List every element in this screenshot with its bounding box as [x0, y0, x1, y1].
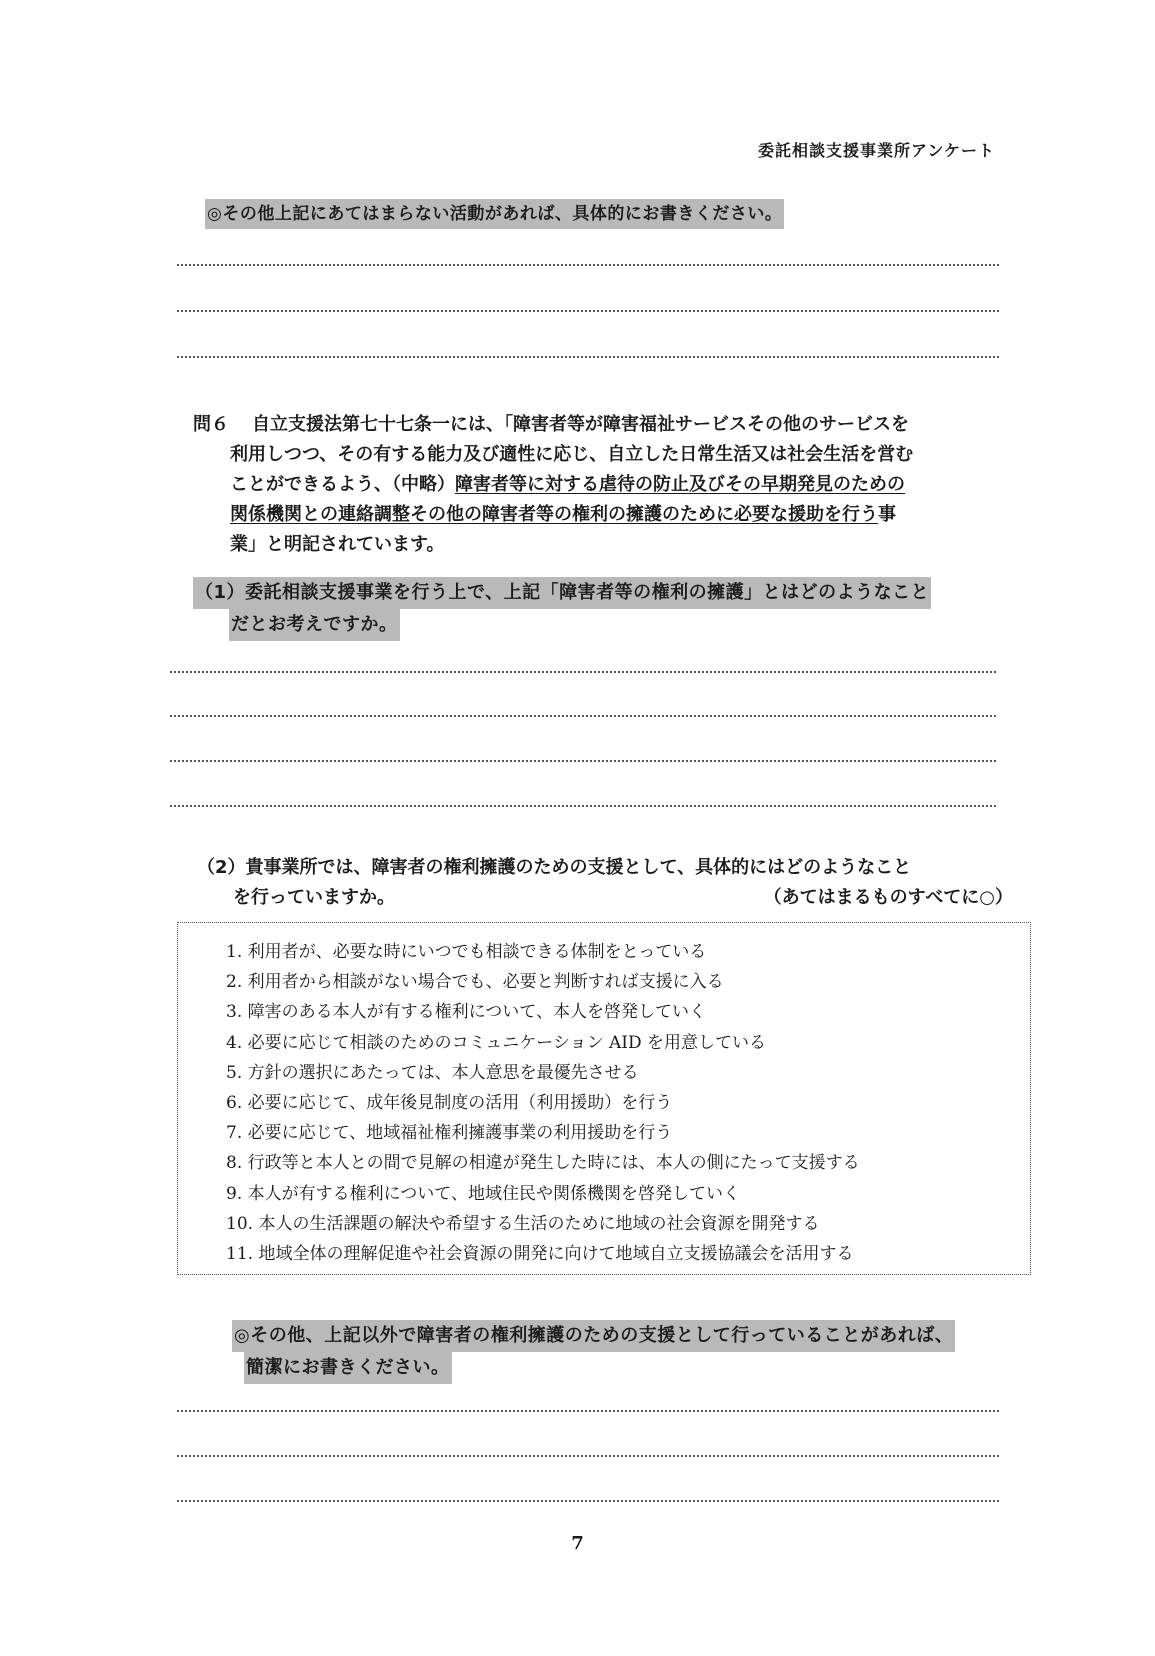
choice-item[interactable]: 9. 本人が有する権利について、地域住民や関係機関を啓発していく [226, 1183, 740, 1204]
question-6-number: 問６ [193, 414, 229, 435]
question-6-underlined-text: 関係機関との連絡調整その他の障害者等の権利の擁護のために必要な援助を行う [230, 504, 878, 525]
answer-line[interactable] [170, 671, 996, 673]
question-6-text-continued [230, 440, 1010, 560]
answer-line[interactable] [177, 1410, 999, 1412]
other-activities-prompt [205, 199, 784, 229]
answer-line[interactable] [177, 1500, 999, 1502]
question-6-2-line-row [197, 883, 1017, 913]
choices-list [178, 923, 1030, 1269]
question-6-line-part: ことができるよう、（中略） [230, 474, 455, 495]
question-6-2-line: を行っていますか。 [233, 887, 395, 908]
answer-line[interactable] [177, 264, 999, 266]
choice-item[interactable]: 8. 行政等と本人との間で見解の相違が発生した時には、本人の側にたって支援する [226, 1153, 860, 1174]
choices-box [177, 922, 1031, 1275]
question-6-line: 自立支援法第七十七条一には、「障害者等が障害福祉サービスその他のサービスを [252, 414, 909, 435]
question-6-line [230, 470, 1010, 500]
question-6-1-prompt [193, 577, 931, 641]
other-activities-prompt-text: ◎その他上記にあてはまらない活動があれば、具体的にお書きください。 [205, 199, 784, 229]
question-6-line [230, 500, 1010, 530]
answer-line[interactable] [170, 760, 996, 762]
question-6-underlined-text: 障害者等に対する虐待の防止及びその早期発見のための [455, 474, 905, 495]
question-6-line: 利用しつつ、その有する能力及び適性に応じ、自立した日常生活又は社会生活を営む [230, 444, 914, 465]
question-6-1-line: （1）委託相談支援事業を行う上で、上記「障害者等の権利の擁護」とはどのようなこと [193, 577, 931, 609]
question-6-1-line: だとお考えですか。 [229, 609, 400, 641]
choice-item[interactable]: 6. 必要に応じて、成年後見制度の活用（利用援助）を行う [226, 1093, 673, 1114]
other-support-line: 簡潔にお書きください。 [244, 1352, 452, 1384]
question-6-line-part: 事 [878, 504, 896, 525]
question-6-2-prompt [197, 853, 1017, 913]
choice-item[interactable]: 11. 地域全体の理解促進や社会資源の開発に向けて地域自立支援協議会を活用する [226, 1244, 854, 1265]
answer-line[interactable] [177, 1455, 999, 1457]
answer-line[interactable] [170, 715, 996, 717]
page-number: 7 [571, 1533, 584, 1554]
document-header-title: 委託相談支援事業所アンケート [757, 141, 995, 160]
choice-item[interactable]: 5. 方針の選択にあたっては、本人意思を最優先させる [226, 1062, 639, 1083]
choice-item[interactable]: 10. 本人の生活課題の解決や希望する生活のために地域の社会資源を開発する [226, 1213, 820, 1234]
question-6-line: 業」と明記されています。 [230, 534, 445, 555]
question-6-2-instruction: （あてはまるものすべてに○） [763, 887, 1013, 908]
choice-item[interactable]: 3. 障害のある本人が有する権利について、本人を啓発していく [226, 1002, 706, 1023]
other-support-prompt [232, 1320, 955, 1384]
answer-line[interactable] [177, 356, 999, 358]
answer-line[interactable] [177, 310, 999, 312]
choice-item[interactable]: 7. 必要に応じて、地域福祉権利擁護事業の利用援助を行う [226, 1123, 673, 1144]
other-support-line: ◎その他、上記以外で障害者の権利擁護のための支援として行っていることがあれば、 [232, 1320, 955, 1352]
question-6-text [252, 410, 1012, 440]
answer-line[interactable] [170, 805, 996, 807]
question-6-2-line: （2）貴事業所では、障害者の権利擁護のための支援として、具体的にはどのようなこと [197, 857, 912, 878]
choice-item[interactable]: 2. 利用者から相談がない場合でも、必要と判断すれば支援に入る [226, 972, 724, 993]
choice-item[interactable]: 1. 利用者が、必要な時にいつでも相談できる体制をとっている [226, 942, 707, 962]
choice-item[interactable]: 4. 必要に応じて相談のためのコミュニケーション AID を用意している [226, 1032, 767, 1053]
